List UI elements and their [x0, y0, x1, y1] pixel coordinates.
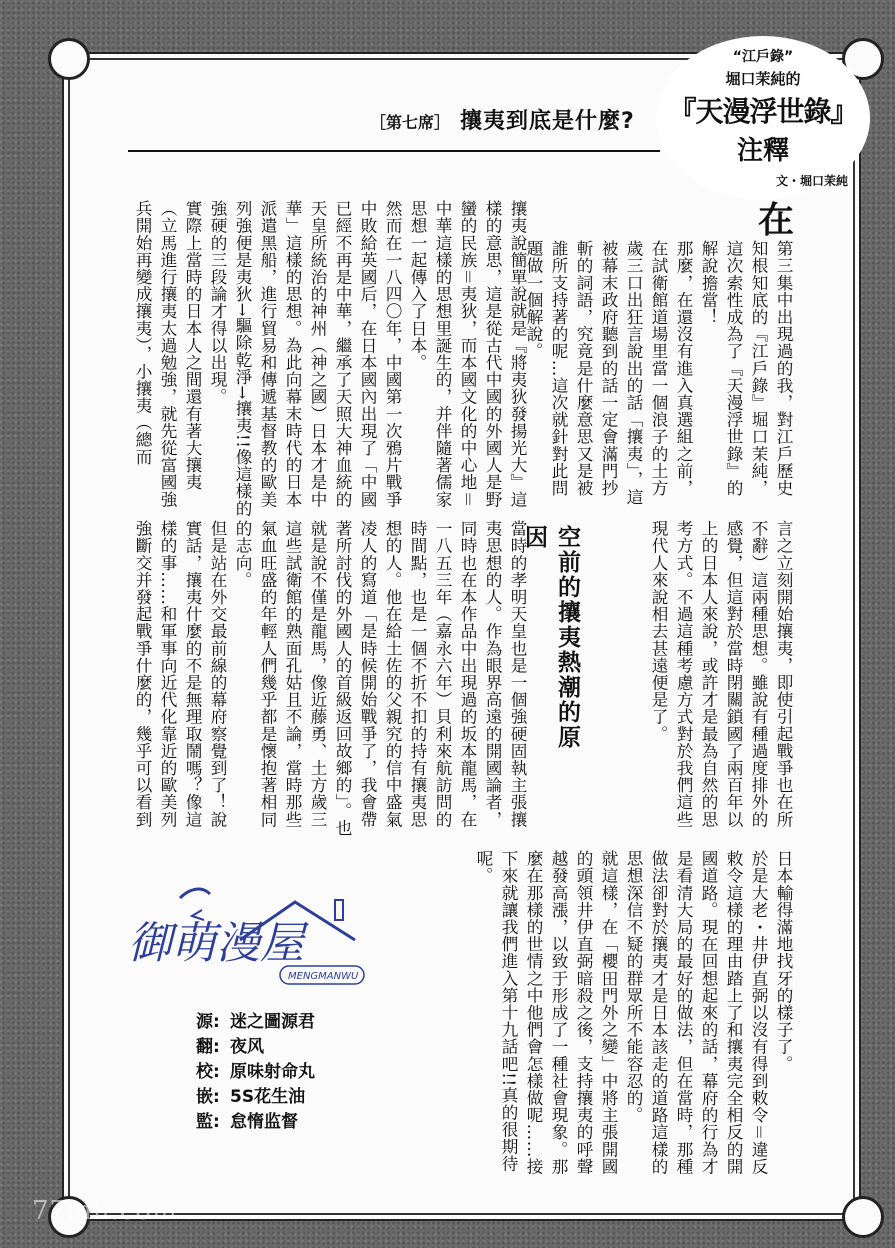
section-label: ［第七席］ [370, 113, 451, 132]
credit-value: 怠惰监督 [230, 1112, 298, 1132]
credit-key: 翻: [196, 1037, 220, 1057]
badge-byline: 文・堀口茉純 [775, 174, 848, 188]
badge-line-3: 『天漫浮世錄』 [668, 95, 858, 128]
site-watermark: 77mh.com [32, 1196, 178, 1226]
credit-value: 原味射命丸 [230, 1062, 315, 1082]
credit-row [196, 1032, 315, 1057]
article-header [370, 104, 635, 134]
frame-corner-ornament [842, 1196, 884, 1238]
credit-key: 源: [196, 1012, 220, 1032]
credit-row [196, 1107, 315, 1132]
article-column-4: 當時的孝明天皇也是一個強硬固執主張攘夷思想的人。作為眼界高遠的開國論者，同時也在本作品中出現過的坂本龍馬，在一八五三年（嘉永六年）貝利來航訪問的時間點，也是一個不折不扣的持有攘夷思想的人。他在給土佐的父親究的信中盛氣凌人的寫道「是時候開始戰爭了，我會帶著所討伐的外國人的首級返回故鄉的」。也就是說不僅是龍馬，像近藤勇、土方歲三這些試衛館的熟面孔姑且不論，當時那些氣血旺盛的年輕人們幾乎都是懷抱著相同的志向。 但是站在外交最前線的幕府察覺到了！說實話，攘夷什麼的不是無理取鬧嗎？像這樣的事……和軍事向近代化靠近的歐美列強斷交并發起戰爭什麼的，幾乎可以看到 [133, 520, 527, 837]
badge-line-2: 堀口茉純的 [725, 70, 801, 88]
credit-value: 迷之圖源君 [230, 1012, 315, 1032]
frame-corner-ornament [48, 38, 90, 80]
article-column-5: 日本輸得滿地找牙的樣子了。 於是大老・井伊直弼以沒有得到敕令＝違反敕令這樣的理由踏上了和攘夷完全相反的開國道路。現在回想起來的話，幕府的行為才是看清大局的最好的做法，但在當時，那種做法卻對於攘夷才是日本該走的道路這樣的思想深信不疑的群眾所不能容忍的。 就這樣，在「櫻田門外之變」中將主張開國的頭領井伊直弼暗殺之後，支持攘夷的呼聲越發高漲，以致于形成了一種社會現象。那麼在那樣的世情之中他們會怎樣做呢……接下來就讓我們進入第十九話吧!!真的很期待呢。 [474, 850, 793, 1175]
header-divider [128, 150, 660, 152]
badge-line-1: “江戶錄” [732, 49, 794, 65]
subheading: 空前的攘夷熱潮的原因 [521, 525, 580, 750]
article-title: 攘夷到底是什麼? [460, 109, 635, 134]
logo-subtext: MENGMANWU [288, 971, 359, 982]
credit-row [196, 1057, 315, 1082]
column-title-badge [658, 38, 868, 198]
credit-row [196, 1007, 315, 1032]
house-logo-icon [120, 880, 370, 990]
logo-text: 御萌漫屋 [128, 918, 304, 969]
group-logo [120, 880, 370, 990]
credit-row [196, 1082, 315, 1107]
article-column-1: 第三集中出現過的我，對江戶歷史知根知底的『江戶錄』堀口茉純，這次索性成為了『天漫浮世錄』的解說擔當！ 那麼，在還沒有進入真選組之前，在試衛館道場里當一個浪子的土方歲三口出狂言說出的話「攘夷」，這被幕末政府聽到的話一定會滿門抄斬的詞語，究竟是什麼意思又是被誰所支持著的呢…這次就針對此問題做一個解說。 [524, 240, 793, 506]
drop-cap: 在 [757, 199, 794, 241]
credit-value: 夜风 [230, 1037, 264, 1057]
article-column-2: 攘夷說簡單說就是『將夷狄發揚光大』這樣的意思，這是從古代中國的外國人是野蠻的民族＝夷狄，而本國文化的中心地＝中華這樣的思想里誕生的，并伴隨著儒家思想一起傳入了日本。 然而在一八四〇年，中國第一次鴉片戰爭中敗給英國后，在日本國內出現了「中國已經不再是中華，繼承了天照大神血統的天皇所統治的神州（神之國）日本才是中華」這樣的思想。為此向幕末時代的日本派遣黑船，進行貿易和傳遞基督教的歐美列強便是夷狄→驅除乾淨→攘夷!!像這樣的強硬的三段論才得以出現。 實際上當時的日本人之間還有著大攘夷（立馬進行攘夷太過勉強，就先從富國強兵開始再變成攘夷），小攘夷（總而 [133, 200, 527, 517]
credit-key: 校: [196, 1062, 220, 1082]
badge-line-4: 注釋 [736, 136, 789, 166]
credit-value: 5S花生油 [230, 1087, 306, 1107]
credit-key: 嵌: [196, 1087, 220, 1107]
credits-list [196, 1007, 315, 1132]
credit-key: 監: [196, 1112, 220, 1132]
article-column-3: 言之立刻開始攘夷，即使引起戰爭也在所不辭）這兩種思想。雖說有種過度排外的感覺，但這對於當時閉關鎖國了兩百年以上的日本人來說，或許才是最為自然的思考方式。不過這種考慮方式對於我們這些現代人來說相去甚遠便是了。 [649, 520, 793, 828]
